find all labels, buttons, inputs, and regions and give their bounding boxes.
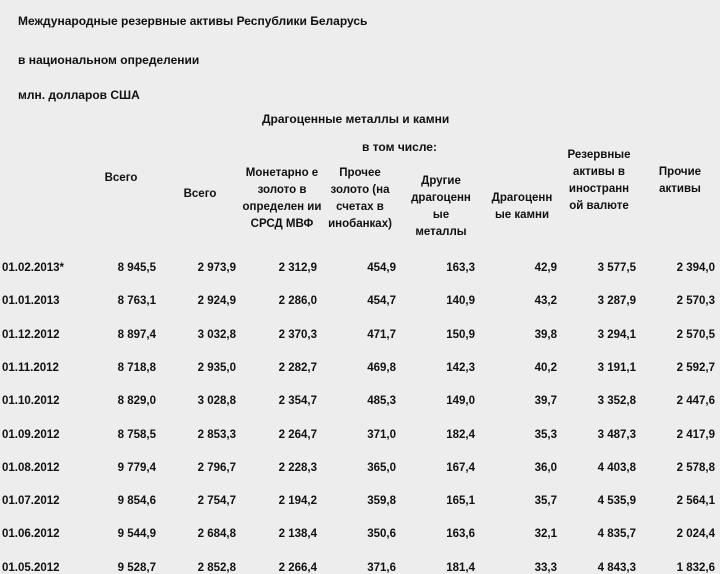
cell-other-gold: 365,0 <box>367 462 396 474</box>
row-date: 01.02.2013* <box>2 262 65 274</box>
cell-fx: 3 487,3 <box>597 429 636 441</box>
cell-total: 8 897,4 <box>117 329 156 341</box>
cell-other-metals: 150,9 <box>446 329 475 341</box>
cell-fx: 3 191,1 <box>597 362 636 374</box>
cell-other: 2 570,3 <box>676 295 715 307</box>
cell-other-metals: 142,3 <box>446 362 475 374</box>
cell-monetary-gold: 2 266,4 <box>278 562 317 574</box>
row-date: 01.12.2012 <box>2 329 60 341</box>
cell-total: 8 945,5 <box>117 262 156 274</box>
cell-group-total: 2 754,7 <box>197 495 236 507</box>
subgroup-header-including: в том числе: <box>362 140 437 154</box>
cell-stones: 35,7 <box>534 495 557 507</box>
units-label: млн. долларов США <box>18 88 140 102</box>
cell-other-metals: 181,4 <box>446 562 475 574</box>
cell-total: 8 718,8 <box>117 362 156 374</box>
header-monetary-gold: Монетарно е золото в определен ии СРСД МВФ <box>242 167 322 230</box>
cell-other-metals: 167,4 <box>446 462 475 474</box>
cell-stones: 36,0 <box>534 462 557 474</box>
header-stones: Драгоценн ые камни <box>491 192 553 221</box>
cell-total: 8 829,0 <box>117 395 156 407</box>
cell-other: 2 394,0 <box>676 262 715 274</box>
cell-monetary-gold: 2 312,9 <box>278 262 317 274</box>
cell-other-gold: 485,3 <box>367 395 396 407</box>
cell-other-gold: 471,7 <box>367 329 396 341</box>
row-date: 01.10.2012 <box>2 395 60 407</box>
cell-monetary-gold: 2 264,7 <box>278 429 317 441</box>
cell-total: 8 758,5 <box>117 429 156 441</box>
row-date: 01.08.2012 <box>2 462 60 474</box>
cell-other-metals: 140,9 <box>446 295 475 307</box>
cell-other-metals: 163,3 <box>446 262 475 274</box>
cell-monetary-gold: 2 370,3 <box>278 329 317 341</box>
row-date: 01.09.2012 <box>2 429 60 441</box>
cell-other: 2 570,5 <box>676 329 715 341</box>
cell-fx: 3 352,8 <box>597 395 636 407</box>
cell-other-metals: 163,6 <box>446 528 475 540</box>
cell-stones: 40,2 <box>534 362 557 374</box>
cell-other-metals: 165,1 <box>446 495 475 507</box>
cell-fx: 4 843,3 <box>597 562 636 574</box>
cell-fx: 3 287,9 <box>597 295 636 307</box>
header-other-metals: Другие драгоценн ые металлы <box>411 175 471 238</box>
cell-fx: 4 403,8 <box>597 462 636 474</box>
cell-other: 2 417,9 <box>676 429 715 441</box>
row-date: 01.01.2013 <box>2 295 60 307</box>
cell-group-total: 2 852,8 <box>197 562 236 574</box>
cell-total: 9 544,9 <box>117 528 156 540</box>
cell-other: 1 832,6 <box>676 562 715 574</box>
cell-fx: 4 535,9 <box>597 495 636 507</box>
cell-other-metals: 182,4 <box>446 429 475 441</box>
header-fx-reserves: Резервные активы в иностранн ой валюте <box>567 149 631 212</box>
cell-total: 9 854,6 <box>117 495 156 507</box>
cell-other: 2 578,8 <box>676 462 715 474</box>
header-group-total: Всего <box>183 188 217 200</box>
cell-stones: 32,1 <box>534 528 557 540</box>
cell-group-total: 2 796,7 <box>197 462 236 474</box>
cell-monetary-gold: 2 228,3 <box>278 462 317 474</box>
cell-monetary-gold: 2 354,7 <box>278 395 317 407</box>
cell-other-gold: 371,6 <box>367 562 396 574</box>
cell-stones: 33,3 <box>534 562 557 574</box>
cell-group-total: 3 032,8 <box>197 329 236 341</box>
row-date: 01.07.2012 <box>2 495 60 507</box>
cell-stones: 42,9 <box>534 262 557 274</box>
cell-other: 2 447,6 <box>676 395 715 407</box>
group-header-precious: Драгоценные металлы и камни <box>262 112 450 126</box>
header-other-assets: Прочие активы <box>658 166 702 195</box>
cell-fx: 4 835,7 <box>597 528 636 540</box>
cell-stones: 35,3 <box>534 429 557 441</box>
cell-group-total: 2 924,9 <box>197 295 236 307</box>
cell-monetary-gold: 2 194,2 <box>278 495 317 507</box>
cell-other-gold: 454,9 <box>367 262 396 274</box>
cell-other-gold: 350,6 <box>367 528 396 540</box>
cell-fx: 3 577,5 <box>597 262 636 274</box>
subtitle-definition: в национальном определении <box>18 53 200 67</box>
cell-monetary-gold: 2 286,0 <box>278 295 317 307</box>
header-other-gold: Прочее золото (на счетах в инобанках) <box>328 167 392 230</box>
page-title: Международные резервные активы Республики Беларусь <box>18 14 368 28</box>
cell-other-gold: 454,7 <box>367 295 396 307</box>
cell-stones: 43,2 <box>534 295 557 307</box>
cell-other-gold: 469,8 <box>367 362 396 374</box>
cell-fx: 3 294,1 <box>597 329 636 341</box>
cell-total: 9 528,7 <box>117 562 156 574</box>
cell-stones: 39,7 <box>534 395 557 407</box>
cell-other: 2 592,7 <box>676 362 715 374</box>
cell-other: 2 024,4 <box>676 528 715 540</box>
cell-group-total: 2 973,9 <box>197 262 236 274</box>
cell-stones: 39,8 <box>534 329 557 341</box>
cell-group-total: 2 935,0 <box>197 362 236 374</box>
cell-group-total: 2 853,3 <box>197 429 236 441</box>
cell-other-metals: 149,0 <box>446 395 475 407</box>
cell-total: 9 779,4 <box>117 462 156 474</box>
cell-monetary-gold: 2 138,4 <box>278 528 317 540</box>
cell-group-total: 2 684,8 <box>197 528 236 540</box>
header-total: Всего <box>104 172 138 184</box>
row-date: 01.06.2012 <box>2 528 60 540</box>
cell-other-gold: 359,8 <box>367 495 396 507</box>
cell-other-gold: 371,0 <box>367 429 396 441</box>
row-date: 01.11.2012 <box>2 362 59 374</box>
cell-other: 2 564,1 <box>676 495 715 507</box>
cell-total: 8 763,1 <box>117 295 156 307</box>
cell-group-total: 3 028,8 <box>197 395 236 407</box>
cell-monetary-gold: 2 282,7 <box>278 362 317 374</box>
row-date: 01.05.2012 <box>2 562 60 574</box>
